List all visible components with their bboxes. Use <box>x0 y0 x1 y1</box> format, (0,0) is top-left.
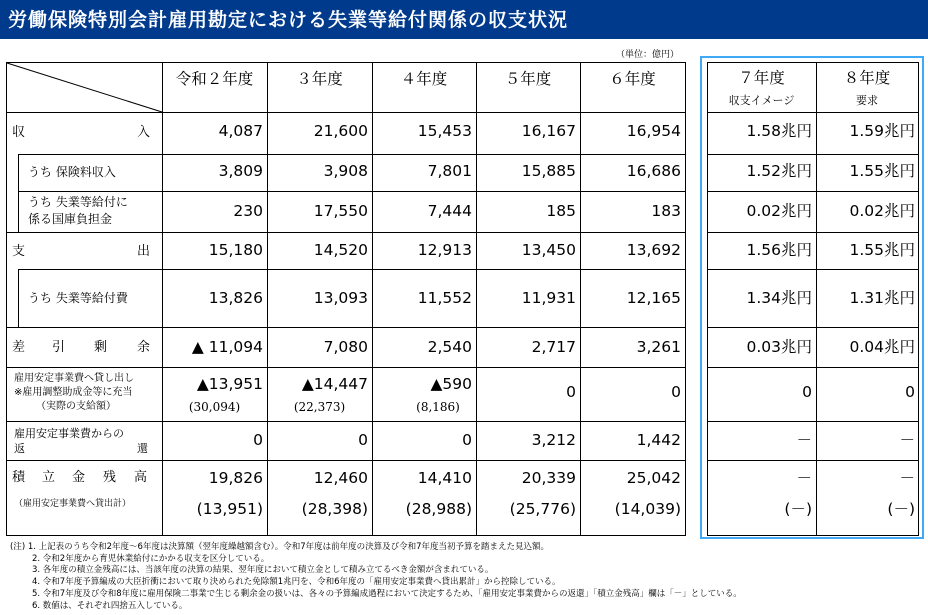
footnote: (注) 1. 上記表のうち令和2年度～6年度は決算額（翌年度繰越額含む）。令和7年度は前年度の決算及び令和7年度当初予算を踏まえた見込額。 <box>10 542 550 552</box>
header-year-r5: ５年度 <box>504 70 552 88</box>
footnotes <box>10 542 920 612</box>
label-income-a: 収 <box>12 125 26 140</box>
header-year-r3: ３年度 <box>296 70 343 88</box>
cell-repay-r4: 0 <box>462 431 472 449</box>
cell-surplus-r2: ▲ 11,094 <box>191 338 263 356</box>
cell-reserve-r5: 20,339 <box>521 469 576 487</box>
page-title: 労働保険特別会計雇用勘定における失業等給付関係の収支状況 <box>8 9 569 31</box>
label-repay-2a: 返 <box>14 442 25 455</box>
cell-benefit-r5: 11,931 <box>521 289 576 307</box>
cell-premium-r4: 7,801 <box>427 162 472 180</box>
label-reserve-b: 立 <box>42 470 56 485</box>
cell-reserve-sub-r7: (－) <box>784 500 812 518</box>
cell-surplus-r3: 7,080 <box>323 338 368 356</box>
label-surplus-d: 余 <box>137 340 151 355</box>
cell-repay-r7: － <box>796 431 812 449</box>
label-expense-a: 支 <box>12 244 26 259</box>
cell-loan-sub-r4: (8,186) <box>416 400 460 414</box>
label-reserve-d: 残 <box>103 470 117 485</box>
label-reserve-sub: （雇用安定事業費へ貸出計） <box>14 499 132 509</box>
cell-expense-r3: 14,520 <box>313 241 368 259</box>
cell-premium-r7: 1.52兆円 <box>746 162 812 180</box>
cell-income-r4: 15,453 <box>417 122 472 140</box>
cell-surplus-r8: 0.04兆円 <box>849 338 915 356</box>
cell-reserve-r2: 19,826 <box>208 469 263 487</box>
cell-premium-r2: 3,809 <box>218 162 263 180</box>
cell-loan-sub-r3: (22,373) <box>293 400 346 414</box>
cell-income-r3: 21,600 <box>313 122 368 140</box>
cell-income-r2: 4,087 <box>218 122 263 140</box>
cell-benefit-r2: 13,826 <box>208 289 263 307</box>
cell-reserve-sub-r3: (28,398) <box>301 500 368 518</box>
label-loan-2: ※雇用調整助成金等に充当 <box>14 387 133 398</box>
label-loan-3: （実際の支給額） <box>36 401 116 412</box>
cell-treasury-r8: 0.02兆円 <box>849 202 915 220</box>
cell-surplus-r7: 0.03兆円 <box>746 338 812 356</box>
cell-income-r8: 1.59兆円 <box>849 122 915 140</box>
cell-premium-r5: 15,885 <box>521 162 576 180</box>
cell-expense-r6: 13,692 <box>626 241 681 259</box>
cell-reserve-sub-r6: (14,039) <box>614 500 681 518</box>
cell-repay-r6: 1,442 <box>636 431 681 449</box>
cell-loan-r5: 0 <box>566 383 576 401</box>
cell-loan-r7: 0 <box>802 383 812 401</box>
header-year-r6: ６年度 <box>609 70 656 88</box>
cell-treasury-r5: 185 <box>546 202 576 220</box>
footnote: 4. 令和7年度予算編成の大臣折衝において取り決められた免除額1兆円を、令和6年度の「雇用安定事業費へ貸出累計」から控除している。 <box>32 577 561 588</box>
cell-expense-r4: 12,913 <box>417 241 472 259</box>
cell-income-r7: 1.58兆円 <box>746 122 812 140</box>
footnote: 2. 令和2年度から育児休業給付にかかる収支を区分している。 <box>32 553 270 564</box>
cell-benefit-r6: 12,165 <box>626 289 681 307</box>
cell-reserve-r4: 14,410 <box>417 469 472 487</box>
header-r8-sub: 要求 <box>856 94 878 107</box>
unit-label: （単位：億円） <box>616 50 680 60</box>
label-repay-2b: 還 <box>137 442 148 455</box>
label-treasury-2: 係る国庫負担金 <box>28 212 113 226</box>
cell-loan-r2: ▲13,951 <box>196 375 263 393</box>
cell-income-r5: 16,167 <box>521 122 576 140</box>
cell-reserve-r6: 25,042 <box>626 469 681 487</box>
cell-expense-r2: 15,180 <box>208 241 263 259</box>
label-surplus-a: 差 <box>12 340 26 355</box>
cell-reserve-sub-r4: (28,988) <box>405 500 472 518</box>
cell-surplus-r6: 3,261 <box>636 338 681 356</box>
label-premium: うち 保険料収入 <box>28 165 116 179</box>
cell-reserve-r7: － <box>796 469 812 487</box>
cell-treasury-r2: 230 <box>233 202 263 220</box>
cell-reserve-sub-r2: (13,951) <box>196 500 263 518</box>
cell-premium-r6: 16,686 <box>626 162 681 180</box>
cell-loan-r3: ▲14,447 <box>301 375 368 393</box>
cell-treasury-r6: 183 <box>651 202 681 220</box>
label-surplus-c: 剰 <box>94 340 108 355</box>
label-income-b: 入 <box>137 125 151 140</box>
cell-reserve-r8: － <box>899 469 915 487</box>
cell-benefit-r3: 13,093 <box>313 289 368 307</box>
label-reserve-a: 積 <box>12 470 26 485</box>
cell-benefit-r8: 1.31兆円 <box>849 289 915 307</box>
header-year-r2: 令和２年度 <box>175 70 254 88</box>
cell-repay-r2: 0 <box>253 431 263 449</box>
header-r7-sub: 収支イメージ <box>728 94 795 107</box>
cell-reserve-sub-r8: (－) <box>887 500 915 518</box>
cell-surplus-r5: 2,717 <box>531 338 576 356</box>
label-treasury-1: うち 失業等給付に <box>28 195 128 209</box>
cell-loan-r6: 0 <box>671 383 681 401</box>
footnote: 3. 各年度の積立金残高には、当該年度の決算の結果、翌年度において積立金として積み立てるべき金額が含まれている。 <box>32 565 494 576</box>
header-year-r8: ８年度 <box>843 69 891 87</box>
cell-benefit-r4: 11,552 <box>417 289 472 307</box>
cell-reserve-r3: 12,460 <box>313 469 368 487</box>
label-surplus-b: 引 <box>52 340 66 355</box>
cell-surplus-r4: 2,540 <box>427 338 472 356</box>
cell-treasury-r3: 17,550 <box>313 202 368 220</box>
cell-loan-sub-r2: (30,094) <box>188 400 241 414</box>
label-loan-1: 雇用安定事業費へ貸し出し <box>14 373 134 384</box>
cell-income-r6: 16,954 <box>626 122 681 140</box>
cell-loan-r4: ▲590 <box>430 375 472 393</box>
cell-expense-r7: 1.56兆円 <box>746 241 812 259</box>
cell-repay-r3: 0 <box>358 431 368 449</box>
label-expense-b: 出 <box>137 244 151 259</box>
header-year-r4: ４年度 <box>400 70 448 88</box>
label-reserve-c: 金 <box>72 470 86 485</box>
cell-benefit-r7: 1.34兆円 <box>746 289 812 307</box>
cell-premium-r3: 3,908 <box>323 162 368 180</box>
footnote: 6. 数値は、それぞれ四捨五入している。 <box>32 600 188 611</box>
label-benefit: うち 失業等給付費 <box>28 291 128 305</box>
cell-loan-r8: 0 <box>905 383 915 401</box>
header-year-r7: ７年度 <box>738 69 785 87</box>
cell-expense-r5: 13,450 <box>521 241 576 259</box>
cell-reserve-sub-r5: (25,776) <box>509 500 576 518</box>
cell-premium-r8: 1.55兆円 <box>849 162 915 180</box>
cell-repay-r5: 3,212 <box>531 431 576 449</box>
footnote: 5. 令和7年度及び令和8年度に雇用保険二事業で生じる剰余金の扱いは、各々の予算編成過程において決定するため、「雇用安定事業費からの返還」「積立金残高」欄は「－」としている。 <box>32 588 742 599</box>
cell-treasury-r7: 0.02兆円 <box>746 202 812 220</box>
cell-treasury-r4: 7,444 <box>427 202 472 220</box>
cell-expense-r8: 1.55兆円 <box>849 241 915 259</box>
label-reserve-e: 高 <box>134 470 148 485</box>
cell-repay-r8: － <box>899 431 915 449</box>
label-repay-1: 雇用安定事業費からの <box>14 427 124 440</box>
